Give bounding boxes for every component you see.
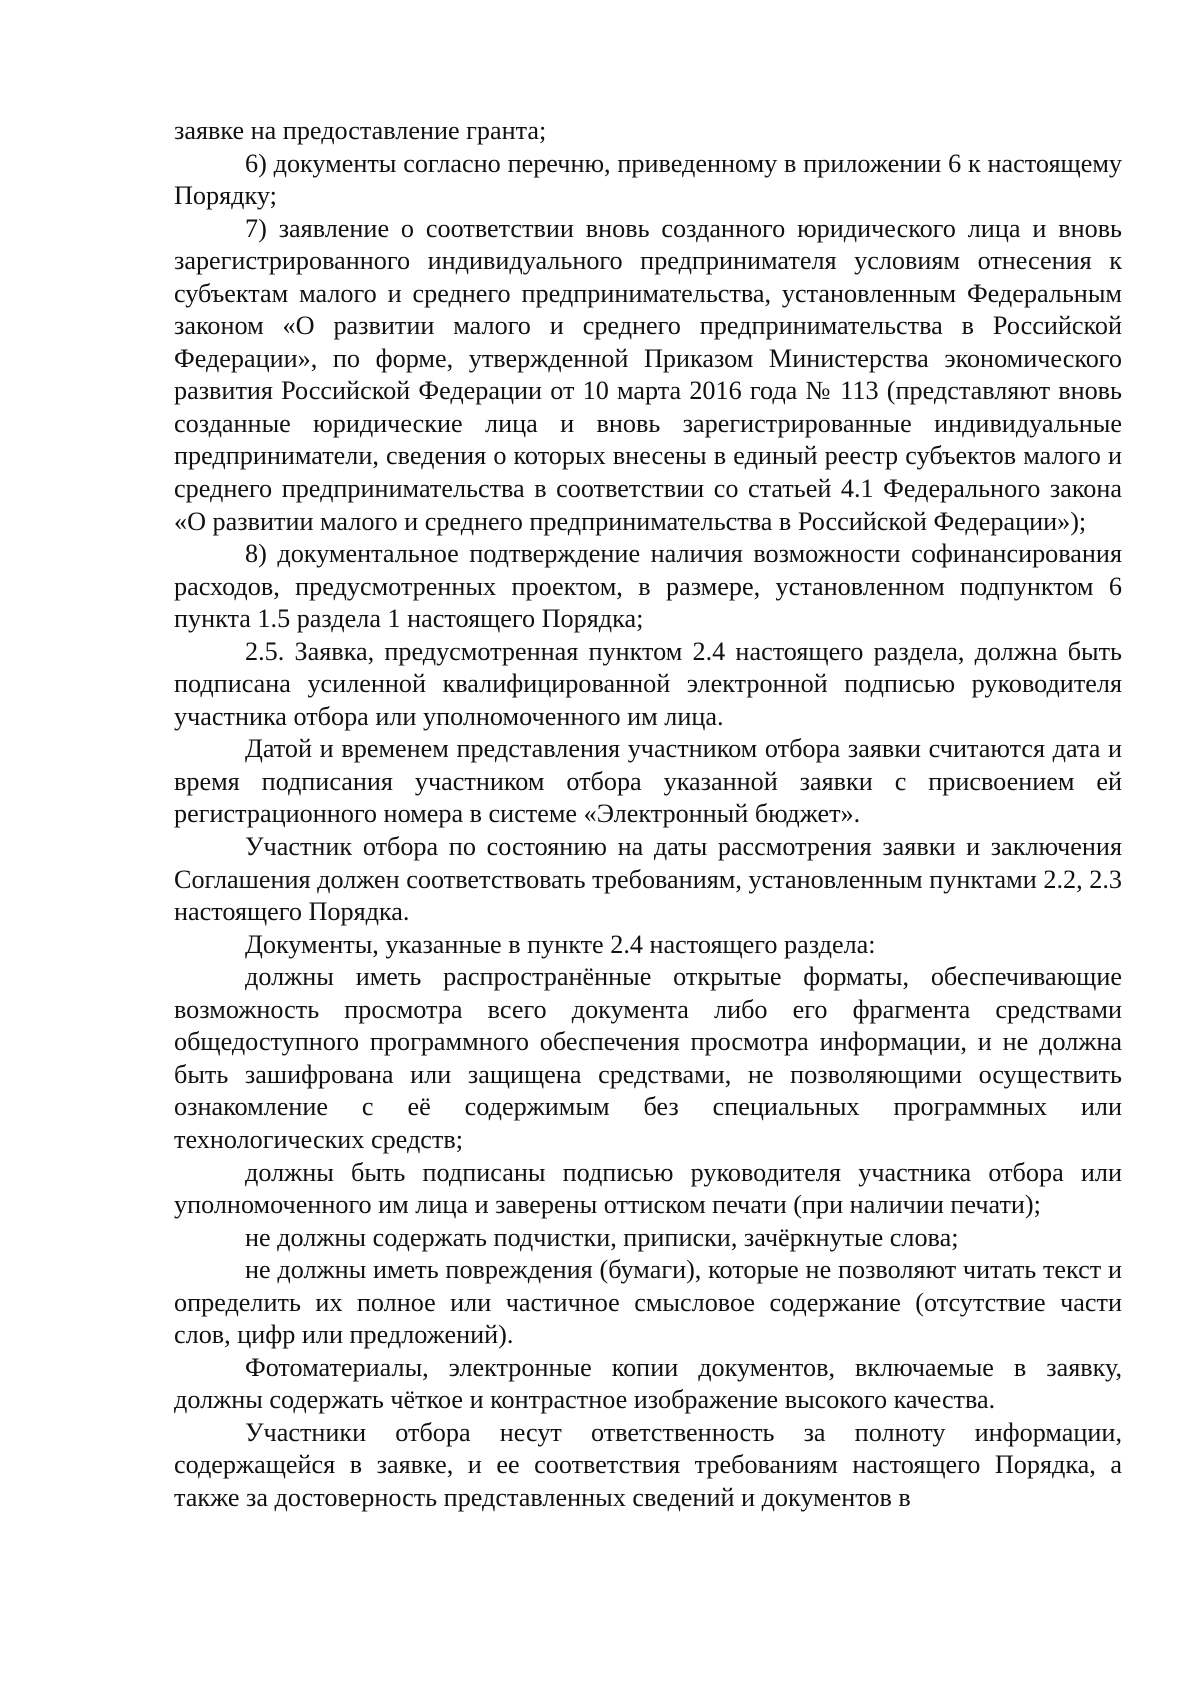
paragraph-participant-requirements: Участник отбора по состоянию на даты рассмотрения заявки и заключения Соглашения должен соответствовать требованиям, установленным пунктами 2.2, 2.3 настоящего Порядка. (174, 832, 1122, 927)
paragraph-grant-application-end: заявке на предоставление гранта; (174, 116, 547, 145)
paragraph-open-formats: должны иметь распространённые открытые форматы, обеспечивающие возможность просмотра всего документа либо его фрагмента средствами общедоступного программного обеспечения просмотра информации, и не должна быть зашифрована или защищена средствами, не позволяющими осуществить ознакомление с её содержимым без специальных программных или технологических средств; (174, 962, 1122, 1154)
paragraph-item-6: 6) документы согласно перечню, приведенному в приложении 6 к настоящему Порядку; (174, 148, 1122, 211)
paragraph-item-7: 7) заявление о соответствии вновь созданного юридического лица и вновь зарегистрированного индивидуального предпринимателя условиям отнесения к субъектам малого и среднего предпринимательства, установленным Федеральным законом «О развитии малого и среднего предпринимательства в Российской Федерации», по форме, утвержденной Приказом Министерства экономического развития Российской Федерации от 10 марта 2016 года № 113 (представляют вновь созданные юридические лица и вновь зарегистрированные индивидуальные предприниматели, сведения о которых внесены в единый реестр субъектов малого и среднего предпринимательства в соответствии со статьей 4.1 Федерального закона «О развитии малого и среднего предпринимательства в Российской Федерации»); (174, 213, 1122, 536)
paragraph-photo-materials: Фотоматериалы, электронные копии документов, включаемые в заявку, должны содержать чёткое и контрастное изображение высокого качества. (174, 1352, 1122, 1415)
document-page (174, 115, 1122, 1515)
paragraph-section-2-5: 2.5. Заявка, предусмотренная пунктом 2.4 настоящего раздела, должна быть подписана усиленной квалифицированной электронной подписью руководителя участника отбора или уполномоченного им лица. (174, 636, 1122, 731)
paragraph-signature: должны быть подписаны подписью руководителя участника отбора или уполномоченного им лица и заверены оттиском печати (при наличии печати); (174, 1157, 1122, 1220)
paragraph-item-8: 8) документальное подтверждение наличия возможности софинансирования расходов, предусмотренных проектом, в размере, установленном подпунктом 6 пункта 1.5 раздела 1 настоящего Порядка; (174, 539, 1122, 634)
paragraph-documents-intro: Документы, указанные в пункте 2.4 настоящего раздела: (245, 929, 876, 959)
paragraph-no-damage: не должны иметь повреждения (бумаги), которые не позволяют читать текст и определить их полное или частичное смысловое содержание (отсутствие части слов, цифр или предложений). (174, 1255, 1122, 1350)
paragraph-no-erasures: не должны содержать подчистки, приписки, зачёркнутые слова; (245, 1222, 959, 1252)
paragraph-responsibility: Участники отбора несут ответственность за полноту информации, содержащейся в заявке, и ее соответствия требованиям настоящего Порядка, а также за достоверность представленных сведений и документов в (174, 1417, 1122, 1512)
paragraph-submission-date: Датой и временем представления участником отбора заявки считаются дата и время подписания участником отбора указанной заявки с присвоением ей регистрационного номера в системе «Электронный бюджет». (174, 734, 1122, 829)
